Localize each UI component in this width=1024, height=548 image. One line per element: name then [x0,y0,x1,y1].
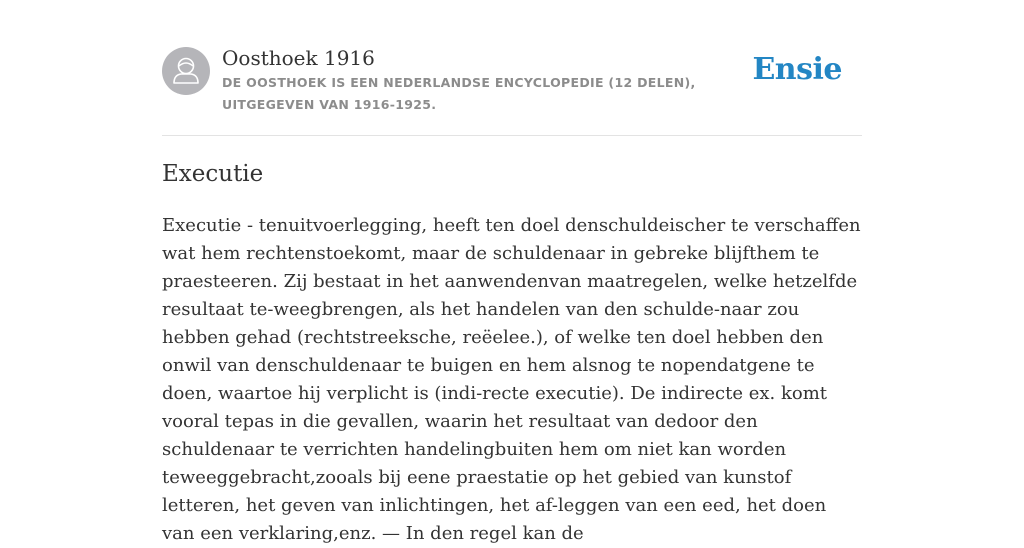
source-avatar[interactable] [162,47,210,95]
source-header [162,46,862,116]
user-icon [162,47,210,95]
header-divider [162,135,862,136]
source-title[interactable]: Oosthoek 1916 [222,46,375,70]
entry-body: Executie - tenuitvoerlegging, heeft ten doel denschuldeischer te verschaffen wat hem rechtenstoekomt, maar de schuldenaar in gebreke blijfthem te praesteeren. Zij bestaat in het aanwendenvan maatregelen, welke hetzelfde resultaat te-weegbrengen, als het handelen van den schulde-naar zou hebben gehad (rechtstreeksche, reëelee.), of welke ten doel hebben den onwil van denschuldenaar te buigen en hem alsnog te nopendatgene te doen, waartoe hij verplicht is (indi-recte executie). De indirecte ex. komt vooral tepas in die gevallen, waarin het resultaat van dedoor den schuldenaar te verrichten handelingbuiten hem om niet kan worden teweeggebracht,zooals bij eene praestatie op het gebied van kunstof letteren, het geven van inlichtingen, het af-leggen van een eed, het doen van een verklaring,enz. — In den regel kan de [162,215,861,544]
entry-title: Executie [162,161,264,187]
ensie-logo[interactable]: Ensie [752,52,842,87]
source-description: DE OOSTHOEK IS EEN NEDERLANDSE ENCYCLOPEDIE (12 DELEN), UITGEGEVEN VAN 1916-1925. [222,75,696,112]
